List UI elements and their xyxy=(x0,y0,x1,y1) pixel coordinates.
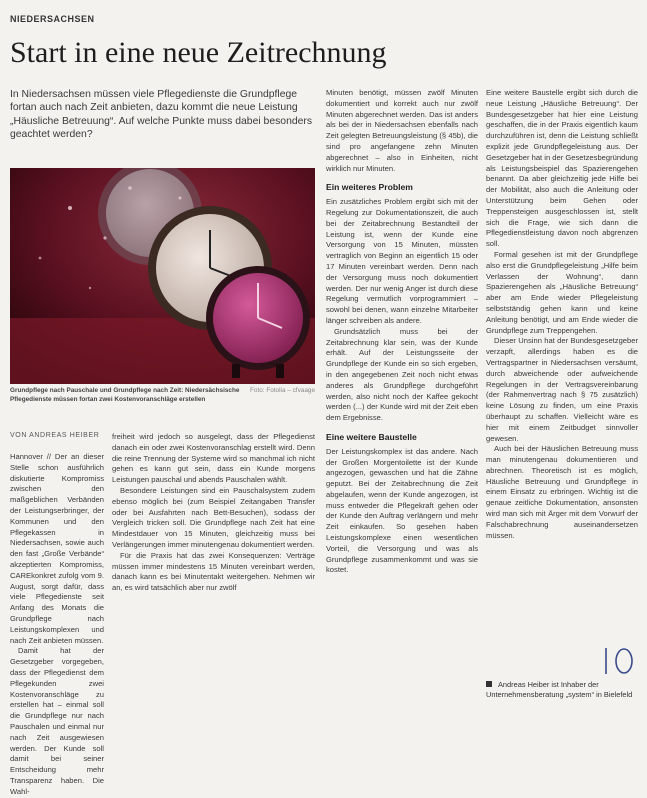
paragraph: Eine weitere Baustelle ergibt sich durch die neue Leistung „Häusliche Betreuung“. Der Bundesgesetzgeber hat hier eine Leistung geschaffen, die in der Praxis eigentlich kaum durchzuführen ist, denn die Leistung schließt explizit jede Grundpflegeleistung aus. Der Gesetzgeber hat in der Gesetzesbegründung als Leistungsbeispiel das Spazierengehen benannt. Da aber gleichzeitig jede Hilfe bei der Mobilität, also auch die Anleitung oder Unterstützung beim Gehen oder Treppensteigen ausgeschlossen ist, stellt sich die Frage, wie sich dann die Pflegedienstleistung davon noch abgrenzen soll. xyxy=(486,88,638,249)
paragraph: Der Leistungskomplex ist das andere. Nach der Großen Morgentoilette ist der Kunde angezogen, gewaschen und hat die Zähne geputzt. Bei der Zeitabrechnung die Zeit abgelaufen, wenn der Kunde angezogen, ist muss entweder die Pflegekraft gehen oder der Kunde den Auftrag verlängern und mehr Zeit einkaufen. So gesehen haben Leistungskomplexe einen wesentlichen Vorteil, die Versorgung und was als Grundpflege zusammenkommt und was sie kostet. xyxy=(326,446,478,575)
author-box xyxy=(486,680,638,700)
handwritten-page-number xyxy=(600,640,640,685)
photo-credit: Foto: Fotolia – cfvaage xyxy=(249,387,315,394)
lead-text: In Niedersachsen müssen viele Pflegedienste die Grundpflege fortan auch nach Zeit anbieten, dazu kommt die neue Leistung „Häusliche Betreuung“. Auf welche Punkte muss dabei besonders geachtet werden? xyxy=(10,89,313,141)
paragraph: Für die Praxis hat das zwei Konsequenzen: Verträge müssen immer mindestens 15 Minuten vereinbart werden, danach kann es bei Minutentakt weitergehen. Nehmen wir an, es wird tatsächlich aber nur zwölf xyxy=(112,550,315,593)
article-column-2 xyxy=(112,432,315,594)
subheading-problem: Ein weiteres Problem xyxy=(326,182,413,193)
paragraph: Auch bei der Häuslichen Betreuung muss man minutengenau dokumentieren und abrechnen. Theoretisch ist es möglich, Häusliche Betreuung und Grundpflege in einem Einsatz zu erbringen. Wichtig ist die genaue zeitliche Dokumentation, ansonsten wird man sich mit Ärger mit dem Vorwurf der Falschabrechnung auseinandersetzen müssen. xyxy=(486,444,638,540)
paragraph: freiheit wird jedoch so ausgelegt, dass der Pflegedienst danach ein oder zwei Kostenvoranschlag erstellt wird. Denn die reine Trennung der Systeme wird so manchmal ich nicht gehen es kann gut sein, dass ein Kunde morgens Leistungen pauschal und abends Pauschalen wählt. xyxy=(112,432,315,485)
article-column-3 xyxy=(326,88,478,576)
article-column-4 xyxy=(486,88,638,541)
paragraph: Besondere Leistungen sind ein Pauschalsystem zudem ebenso möglich bei (zum Beispiel Zeitangaben Transfer oder bei Ausfahrten nach Bett-Besuchen), sodass der Vergleich tricken soll. Die Grundpflege nach Zeit hat eine Mindestdauer von 15 Minuten, gleichzeitig muss bei Verlängerungen immer minutengenau dokumentiert werden. xyxy=(112,485,315,549)
paragraph: Ein zusätzliches Problem ergibt sich mit der Regelung zur Dokumentationszeit, die auch bei der Zeitabrechnung Bestandteil der Leistung ist, wenn der Kunde eine Versorgung von 15 Minuten, müssten vertraglich von Beginn an eigentlich 15 oder 17 Minuten vereinbart werden. Denn nach der Versorgung muss noch dokumentiert werden. Der nur wenig Anger ist durch diese Regelung vermutlich vorprogrammiert – sowohl bei denen, wann einzelne Mitarbeiter länger schreiben als andere. xyxy=(326,197,478,325)
paragraph: Minuten benötigt, müssen zwölf Minuten dokumentiert und korrekt auch nur zwölf Minuten abgerechnet werden. Das ist anders als bei der in Niedersachsen ebenfalls nach Zeit gelegten Betreuungsleistung (§ 45b), die sind pro angefangene zehn Minuten abgerechnet – also in Einheiten, nicht wirklich nur Minuten. xyxy=(326,88,478,173)
paragraph: Grundsätzlich muss bei der Zeitabrechnung klar sein, was der Kunde erhält. Auf der Leistungsseite der Grundpflege der Kunde ein so sich ergeben, in den angegebenen Zeit noch nicht etwas anderes als Grundpflege durchgeführt werden, also nicht noch der Kaffee gekocht werden (...) der Kunde wird mit der Zeit eben dem Ergebnisse. xyxy=(326,326,478,423)
caption-text: Grundpflege nach Pauschale und Grundpflege nach Zeit: Niedersächsische Pflegedienste müssen fortan zwei Kostenvoranschläge erstellen xyxy=(10,387,240,403)
byline: VON ANDREAS HEIBER xyxy=(10,432,100,439)
article-column-1 xyxy=(10,452,104,798)
square-bullet-icon xyxy=(486,681,492,687)
paragraph: Damit hat der Gesetzgeber vorgegeben, dass der Pflegedienst dem Pflegekunden zwei Kostenvoranschläge zu erstellen hat – einmal soll die Grundpflege nur nach Pauschalen und einmal nur nach Zeit ausgewiesen werden. Der Kunde soll damit bei seiner Entscheidung mehr Transparenz haben. Die Wahl- xyxy=(10,646,104,796)
photo-caption xyxy=(10,386,315,404)
paragraph: Dieser Unsinn hat der Bundesgesetzgeber verzapft, allerdings haben es die Vertragspartner in Niedersachsen versäumt, durch abweichende oder aufweichende Regelungen in der Vertragsvereinbarung (der Rahmenvertrag nach § 75 zusätzlich) keine Lösung zu finden, um eine Praxis überhaupt zu schaffen. Vielleicht wäre es hier mit einem Zeitbudget sinnvoller gewesen. xyxy=(486,336,638,443)
paragraph: Hannover // Der an dieser Stelle schon ausführlich diskutierte Kompromiss zwischen den maßgeblichen Verbänden der Leistungserbringer, der Kommunen und den Pflegekassen in Niedersachsen, sowie auch den fast „Große Verbände“ akzeptierten Kompromiss, CAREkonkret zufolg vom 9. August, sorgt dafür, dass viele Pflegedienste seit Anfang des Monats die Grundpflege nach Leistungskomplexen und nach Zeit anbieten müssen. xyxy=(10,452,104,645)
alarm-clocks-photo xyxy=(10,168,315,384)
headline: Start in eine neue Zeitrechnung xyxy=(10,36,387,69)
signature-icon xyxy=(600,640,640,680)
kicker: NIEDERSACHSEN xyxy=(10,14,95,24)
alarm-clocks-illustration xyxy=(10,168,315,384)
paragraph: Formal gesehen ist mit der Grundpflege also erst die Grundpflegeleistung „Hilfe beim Verlassen der Wohnung“, dann Spazierengehen als „Häusliche Betreuung“ aber am Ende wieder Pflegeleistung selbstständig gehen kann und keine Anleitung benötigt, und am Ende wieder die Grundpflege zum Treppengehen. xyxy=(486,249,638,335)
author-text: Andreas Heiber ist Inhaber der Unternehmensberatung „system“ in Bielefeld xyxy=(486,680,633,699)
subheading-baustelle: Eine weitere Baustelle xyxy=(326,431,417,442)
